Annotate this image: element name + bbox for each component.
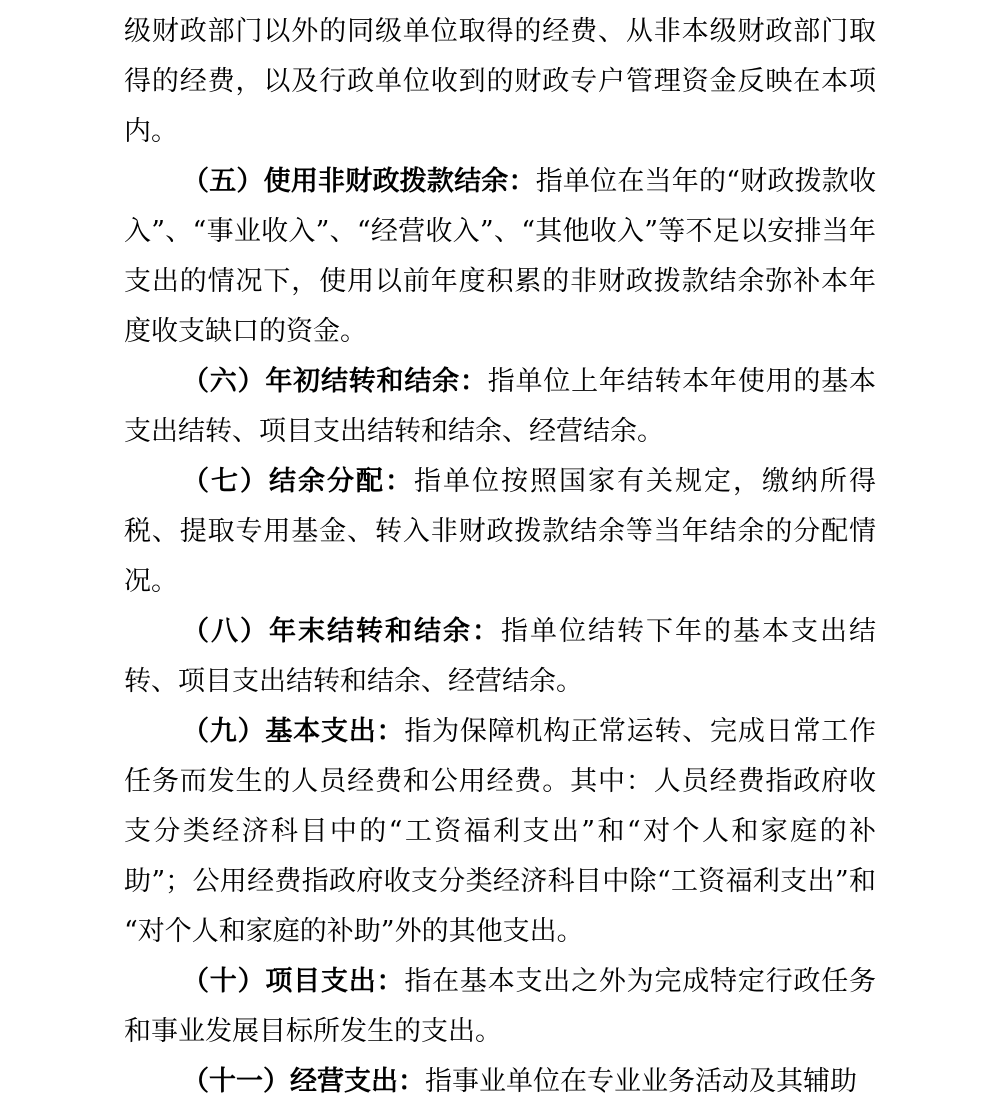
clause-text: 指单位在当年的“财政拨款收入”、“事业收入”、“经营收入”、“其他收入”等不足以安排当年支出的情况下，使用以前年度积累的非财政拨款结余弥补本年度收支缺口的资金。: [124, 166, 876, 347]
clause-heading: （七）结余分配：: [182, 466, 414, 497]
clause-heading: （八）年末结转和结余：: [182, 616, 501, 647]
clause-heading: （六）年初结转和结余：: [182, 366, 488, 397]
document-body: [124, 7, 876, 1107]
clause-text: 指单位上年结转本年使用的基本支出结转、项目支出结转和结余、经营结余。: [124, 366, 877, 447]
clause-paragraph: [124, 707, 876, 957]
clause-text: 指单位结转下年的基本支出结转、项目支出结转和结余、经营结余。: [124, 616, 876, 697]
clause-heading: （五）使用非财政拨款结余：: [182, 166, 536, 197]
clause-heading: （十）项目支出：: [182, 966, 405, 997]
clause-heading: （十一）经营支出：: [182, 1066, 425, 1097]
clause-heading: （九）基本支出：: [182, 716, 405, 747]
clause-text: 指在基本支出之外为完成特定行政任务和事业发展目标所发生的支出。: [124, 966, 877, 1047]
clause-paragraph: [124, 957, 876, 1057]
clause-text: 指事业单位在专业业务活动及其辅助: [425, 1066, 857, 1097]
clause-paragraph: [124, 1057, 876, 1107]
continuation-paragraph: [124, 7, 876, 157]
clause-paragraph: [124, 357, 876, 457]
clause-paragraph: [124, 607, 876, 707]
clause-paragraph: [124, 157, 876, 357]
clause-paragraph: [124, 457, 876, 607]
clause-text: 指为保障机构正常运转、完成日常工作任务而发生的人员经费和公用经费。其中：人员经费指政府收支分类经济科目中的“工资福利支出”和“对个人和家庭的补助”；公用经费指政府收支分类经济科目中除“工资福利支出”和“对个人和家庭的补助”外的其他支出。: [124, 716, 877, 947]
clause-text: 级财政部门以外的同级单位取得的经费、从非本级财政部门取得的经费，以及行政单位收到的财政专户管理资金反映在本项内。: [124, 16, 876, 147]
clause-text: 指单位按照国家有关规定，缴纳所得税、提取专用基金、转入非财政拨款结余等当年结余的分配情况。: [124, 466, 876, 597]
